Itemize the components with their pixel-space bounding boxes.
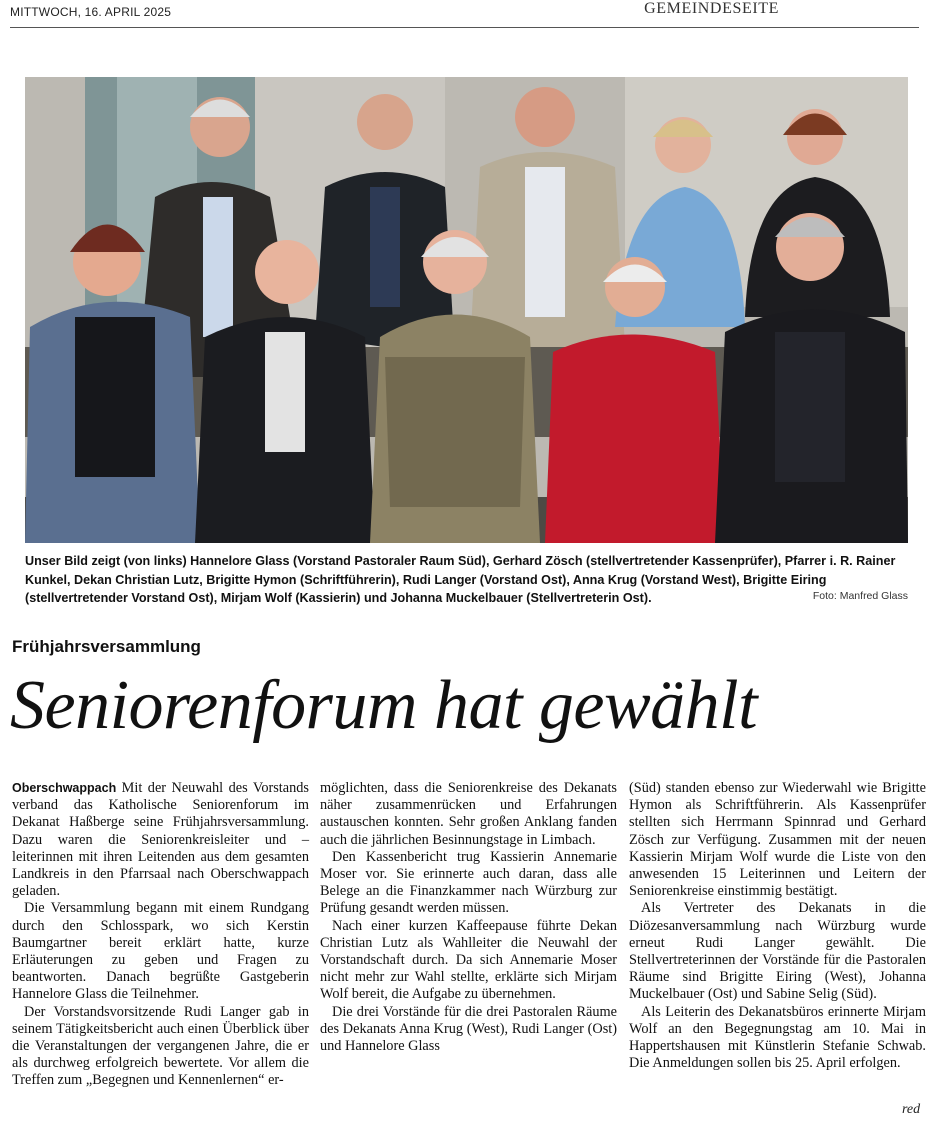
author-signature: red [902,1102,921,1117]
page-date: MITTWOCH, 16. APRIL 2025 [10,5,172,19]
paragraph: Die drei Vorstände für die drei Pastoralen Räume des Dekanats Anna Krug (West), Rudi Langer (Ost) und Hannelore Glass [320,1003,617,1055]
paragraph: Den Kassenbericht trug Kassierin Annemarie Moser vor. Sie erinnerte auch daran, dass alle Belege an die Finanzkammer nach Würzburg zur Prüfung gesandt werden müssen. [320,848,617,917]
paragraph [12,780,309,900]
paragraph: Als Leiterin des Dekanatsbüros erinnerte Mirjam Wolf an den Begegnungstag am 10. Mai in Happertshausen mit Künstlerin Stefanie Schwab. Die Anmeldungen sollen bis 25. April erfolgen. [629,1003,926,1072]
paragraph: Als Vertreter des Dekanats in die Diözesanversammlung nach Würzburg wurde erneut Rudi Langer gewählt. Die Stellvertreterinnen der Vorstände für die Pastoralen Räume sind Brigitte Eiring (West), Johanna Muckelbauer (Ost) und Sabine Selig (Süd). [629,900,926,1003]
header-divider [10,27,919,28]
article-column-2 [320,780,617,1055]
photo-credit: Foto: Manfred Glass [812,590,908,602]
section-title: GEMEINDESEITE [644,0,779,17]
paragraph-text: Mit der Neuwahl des Vorstands verband das Katholische Seniorenforum im Dekanat Haßberge seine Frühjahrsversammlung. Dazu waren die Seniorenkreisleiter und –leiterinnen mit ihren Leitenden aus dem gesamten Landkreis in den Pfarrsaal nach Oberschwappach geladen. [12,780,309,900]
group-photo [25,77,908,543]
paragraph: Der Vorstandsvorsitzende Rudi Langer gab in seinem Tätigkeitsbericht auch einen Überblick über die Veranstaltungen der vergangenen Jahre, die er als durchweg erfolgreich bewertete. Vor allem die Treffen zum „Begegnen und Kennenlernen“ er- [12,1003,309,1089]
paragraph: (Süd) standen ebenso zur Wiederwahl wie Brigitte Hymon als Schriftführerin. Als Kassenprüfer stellten sich Herrmann Spinnrad und Gerhard Zösch zur Verfügung. Zusammen mit der neuen Kassierin Mirjam Wolf wurde die Liste von den anwesenden 15 Leiterinnen und Leitern der Seniorenkreise einstimmig bestätigt. [629,780,926,900]
paragraph: Nach einer kurzen Kaffeepause führte Dekan Christian Lutz als Wahlleiter die Neuwahl der Vorstandschaft durch. Da sich Annemarie Moser nicht mehr zur Wahl stellte, erklärte sich Mirjam Wolf bereit, die Aufgabe zu übernehmen. [320,917,617,1003]
article-headline: Seniorenforum hat gewählt [10,667,758,744]
dateline: Oberschwappach [12,781,117,795]
article-column-3 [629,780,926,1072]
paragraph: möglichten, dass die Seniorenkreise des Dekanats näher zusammenrücken und Erfahrungen austauschen konnten. Sehr großen Anklang fanden auch die jährlichen Besinnungstage in Limbach. [320,780,617,848]
paragraph: Die Versammlung begann mit einem Rundgang durch den Schlosspark, wo sich Kerstin Baumgartner bereit erklärt hatte, kurze Erläuterungen zu geben und Fragen zu beantworten. Danach begrüßte Gastgeberin Hannelore Glass die Teilnehmer. [12,900,309,1003]
photo-caption: Unser Bild zeigt (von links) Hannelore Glass (Vorstand Pastoraler Raum Süd), Gerhard Zösch (stellvertretender Kassenprüfer), Pfarrer i. R. Rainer Kunkel, Dekan Christian Lutz, Brigitte Hymon (Schriftführerin), Rudi Langer (Vorstand Ost), Anna Krug (Vorstand West), Brigitte Eiring (stellvertretender Vorstand Ost), Mirjam Wolf (Kassierin) und Johanna Muckelbauer (Stellvertreterin Ost). [25,554,896,605]
article-kicker: Frühjahrsversammlung [12,637,201,656]
article-column-1 [12,780,309,1090]
